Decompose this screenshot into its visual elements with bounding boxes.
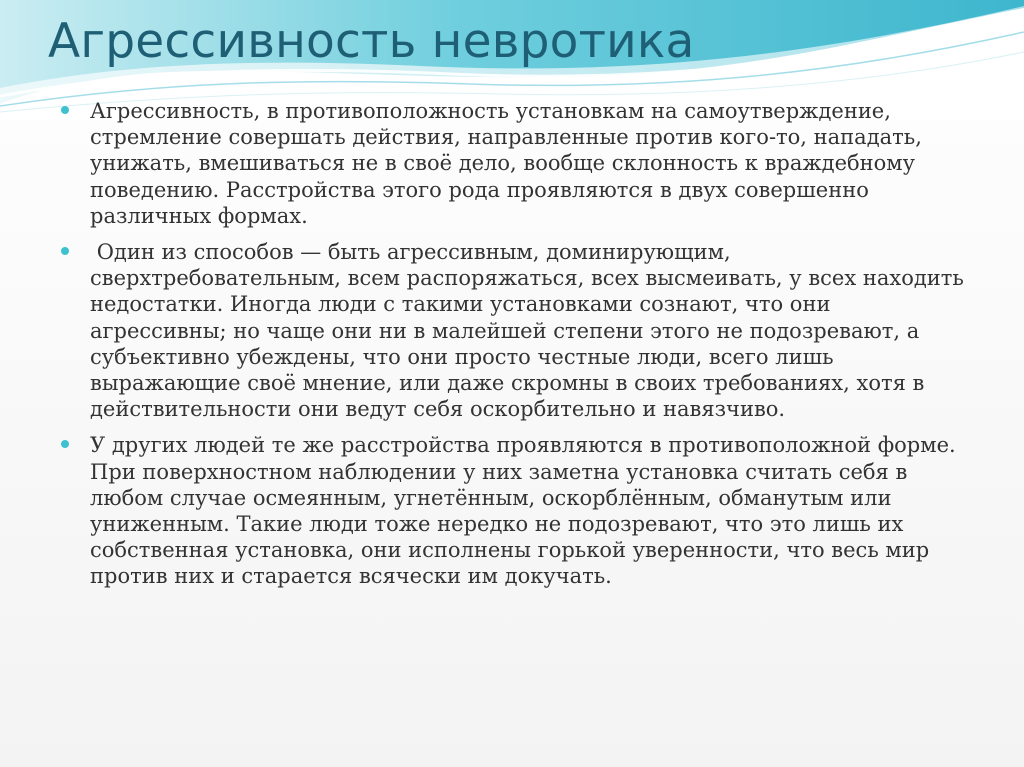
bullet-item [60,432,970,589]
bullet-list [60,98,970,600]
bullet-dot-icon [61,247,69,255]
bullet-dot-icon [61,440,69,448]
bullet-item [60,239,970,422]
bullet-text: У других людей те же расстройства проявляются в противоположной форме. При поверхностном наблюдении у них заметна установка считать себя в любом случае осмеянным, угнетённым, оскорблённым, обманутым или униженным. Такие люди тоже нередко не подозревают, что это лишь их собственная установка, они исполнены горькой уверенности, что весь мир против них и старается всячески им докучать. [90,433,956,589]
bullet-text: Один из способов — быть агрессивным, доминирующим, сверхтребовательным, всем распоряжаться, всех высмеивать, у всех находить недостатки. Иногда люди с такими установками сознают, что они агрессивны; но чаще они ни в малейшей степени этого не подозревают, а субъективно убеждены, что они просто честные люди, всего лишь выражающие своё мнение, или даже скромны в своих требованиях, хотя в действительности они ведут себя оскорбительно и навязчиво. [90,240,971,422]
bullet-text: Агрессивность, в противоположность установкам на самоутверждение, стремление совершать действия, направленные против кого-то, нападать, унижать, вмешиваться не в своё дело, вообще склонность к враждебному поведению. Расстройства этого рода проявляются в двух совершенно различных формах. [90,99,922,228]
bullet-item [60,98,970,229]
slide-title: Агрессивность невротика [48,14,695,69]
bullet-dot-icon [61,106,69,114]
